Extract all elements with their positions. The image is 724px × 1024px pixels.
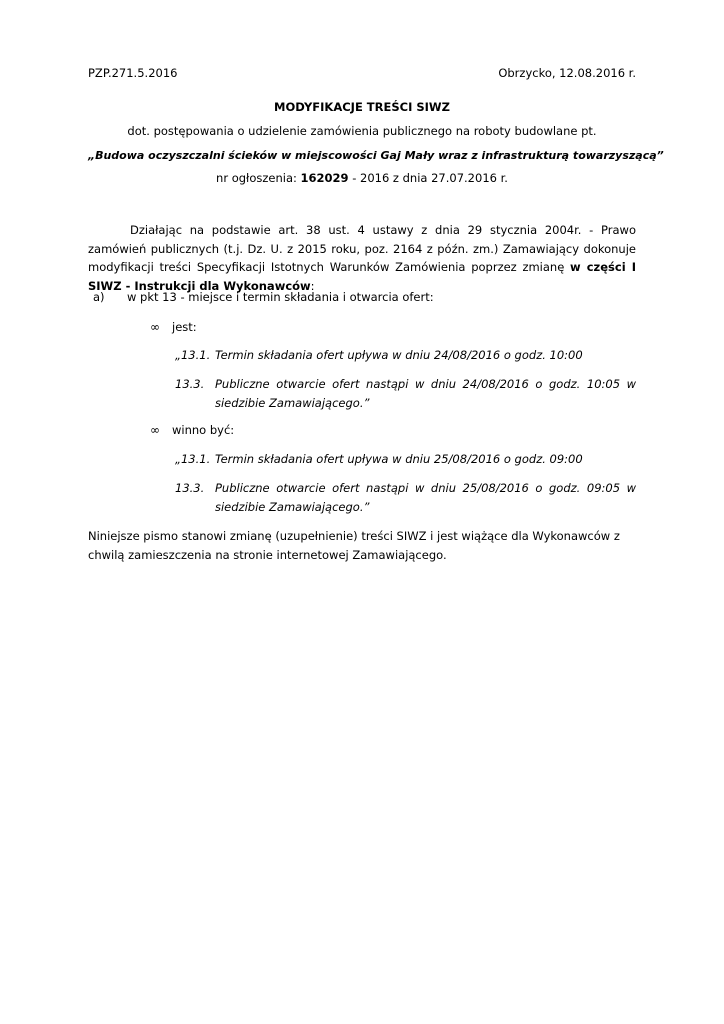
should-bullet — [150, 423, 234, 438]
intro-bold-text: w części I SIWZ - Instrukcji dla Wykonawców — [88, 260, 637, 293]
document-title: MODYFIKACJE TREŚCI SIWZ — [274, 100, 450, 114]
is-label: jest: — [172, 320, 197, 334]
infinity-bullet-icon: ∞ — [150, 423, 160, 437]
is-item-text: Publiczne otwarcie ofert nastąpi w dniu 24/08/2016 o godz. 10:05 w siedzibie Zamawiającego.” — [215, 377, 636, 410]
point-a — [93, 291, 434, 305]
is-item-number: „13.1. — [175, 348, 211, 362]
is-item — [175, 346, 636, 365]
is-item — [175, 375, 636, 412]
intro-paragraph — [88, 221, 636, 295]
notice-prefix: nr ogłoszenia: — [216, 171, 301, 185]
is-item-number: 13.3. — [175, 377, 205, 391]
place-and-date: Obrzycko, 12.08.2016 r. — [498, 66, 636, 80]
is-item-text: Termin składania ofert upływa w dniu 24/08/2016 o godz. 10:00 — [215, 348, 583, 362]
should-item-number: „13.1. — [175, 452, 211, 466]
notice-suffix: - 2016 z dnia 27.07.2016 r. — [348, 171, 508, 185]
should-item-text: Termin składania ofert upływa w dniu 25/08/2016 o godz. 09:00 — [215, 452, 583, 466]
infinity-bullet-icon: ∞ — [150, 320, 160, 334]
should-label: winno być: — [172, 423, 235, 437]
notice-line — [88, 172, 636, 186]
is-bullet — [150, 320, 197, 335]
closing-paragraph: Niniejsze pismo stanowi zmianę (uzupełnienie) treści SIWZ i jest wiążące dla Wykonawców z chwilą zamieszczenia na stronie internetowej Zamawiającego. — [88, 529, 620, 562]
intro-end: : — [310, 278, 315, 293]
intro-text: Działając na podstawie art. 38 ust. 4 ustawy z dnia 29 stycznia 2004r. - Prawo zamówień publicznych (t.j. Dz. U. z 2015 roku, poz. 2164 z późn. zm.) Zamawiający dokonuje modyfikacji treści Specyfikacji Istotnych Warunków Zamówienia poprzez zmianę — [88, 223, 636, 274]
project-name: „Budowa oczyszczalni ścieków w miejscowości Gaj Mały wraz z infrastrukturą towarzyszącą” — [88, 149, 664, 162]
document-subtitle: dot. postępowania o udzielenie zamówienia publicznego na roboty budowlane pt. — [127, 124, 597, 138]
should-item — [175, 450, 636, 469]
reference-number: PZP.271.5.2016 — [88, 66, 178, 80]
point-a-label: a) — [93, 290, 105, 304]
should-item-number: 13.3. — [175, 481, 205, 495]
should-item — [175, 479, 636, 516]
notice-number: 162029 — [300, 171, 349, 185]
point-a-text: w pkt 13 - miejsce i termin składania i otwarcia ofert: — [127, 290, 434, 304]
should-item-text: Publiczne otwarcie ofert nastąpi w dniu 25/08/2016 o godz. 09:05 w siedzibie Zamawiającego.” — [215, 481, 636, 514]
